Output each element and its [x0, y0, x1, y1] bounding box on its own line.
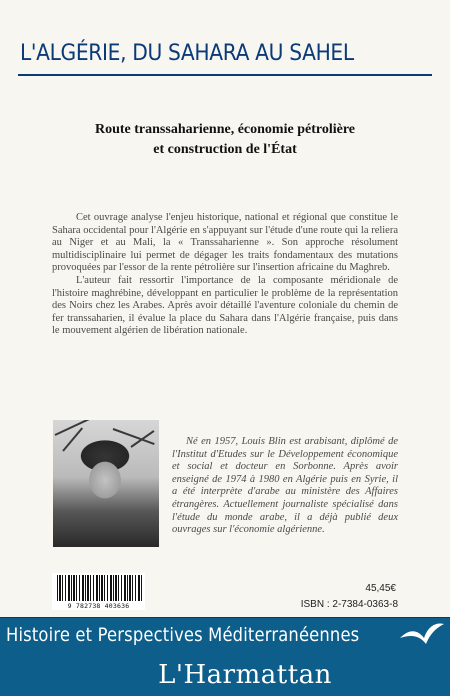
book-subtitle	[40, 120, 410, 160]
blurb-paragraph-2: L'auteur fait ressortir l'importance de la composante méridionale de l'histoire maghrébine, développant en particulier le problème de la représentation des Noirs chez les Arabes. Après avoir détaillé l'aventure coloniale du chemin de fer transsaharien, il évalue la place du Sahara dans l'Algérie française, puis dans le mouvement algérien de libération nationale.	[52, 274, 398, 337]
subtitle-line-2: et construction de l'État	[153, 142, 297, 157]
author-bio-text: Né en 1957, Louis Blin est arabisant, diplômé de l'Institut d'Etudes sur le Développement économique et social et docteur en Sorbonne. Après avoir enseigné de 1974 à 1980 en Algérie puis en Syrie, il a été interprète d'arabe au ministère des Affaires étrangères. Actuellement journaliste spécialisé dans l'étude du monde arabe, il a déjà publié deux ouvrages sur l'économie algérienne.	[172, 436, 398, 536]
barcode	[52, 573, 145, 610]
price: 45,45€	[365, 583, 396, 594]
series-name: Histoire et Perspectives Méditerranéennes	[6, 624, 360, 646]
seagull-logo-icon	[398, 618, 446, 654]
title-underline	[18, 74, 432, 76]
author-bio	[172, 436, 398, 537]
barcode-digits: 9 782738 403636	[67, 602, 130, 610]
series-title: L'ALGÉRIE, DU SAHARA AU SAHEL	[20, 40, 354, 66]
footer-band-rule	[0, 617, 450, 618]
author-photo	[53, 420, 159, 547]
barcode-bars	[57, 575, 142, 601]
isbn: ISBN : 2-7384-0363-8	[300, 599, 398, 610]
back-cover-blurb	[52, 212, 398, 338]
subtitle-line-1: Route transsaharienne, économie pétrolière	[95, 122, 355, 137]
blurb-paragraph-1: Cet ouvrage analyse l'enjeu historique, national et régional que constitue le Sahara occidental pour l'Algérie en s'appuyant sur l'étude d'une route qui la reliera au Niger et au Mali, la « Transsaharienne ». Son approche résolument multidisciplinaire lui permet de dégager les traits fondamentaux des mutations provoquées par l'essor de la rente pétrolière sur l'insertion africaine du Maghreb.	[52, 212, 398, 274]
publisher-name: L'Harmattan	[158, 660, 332, 690]
